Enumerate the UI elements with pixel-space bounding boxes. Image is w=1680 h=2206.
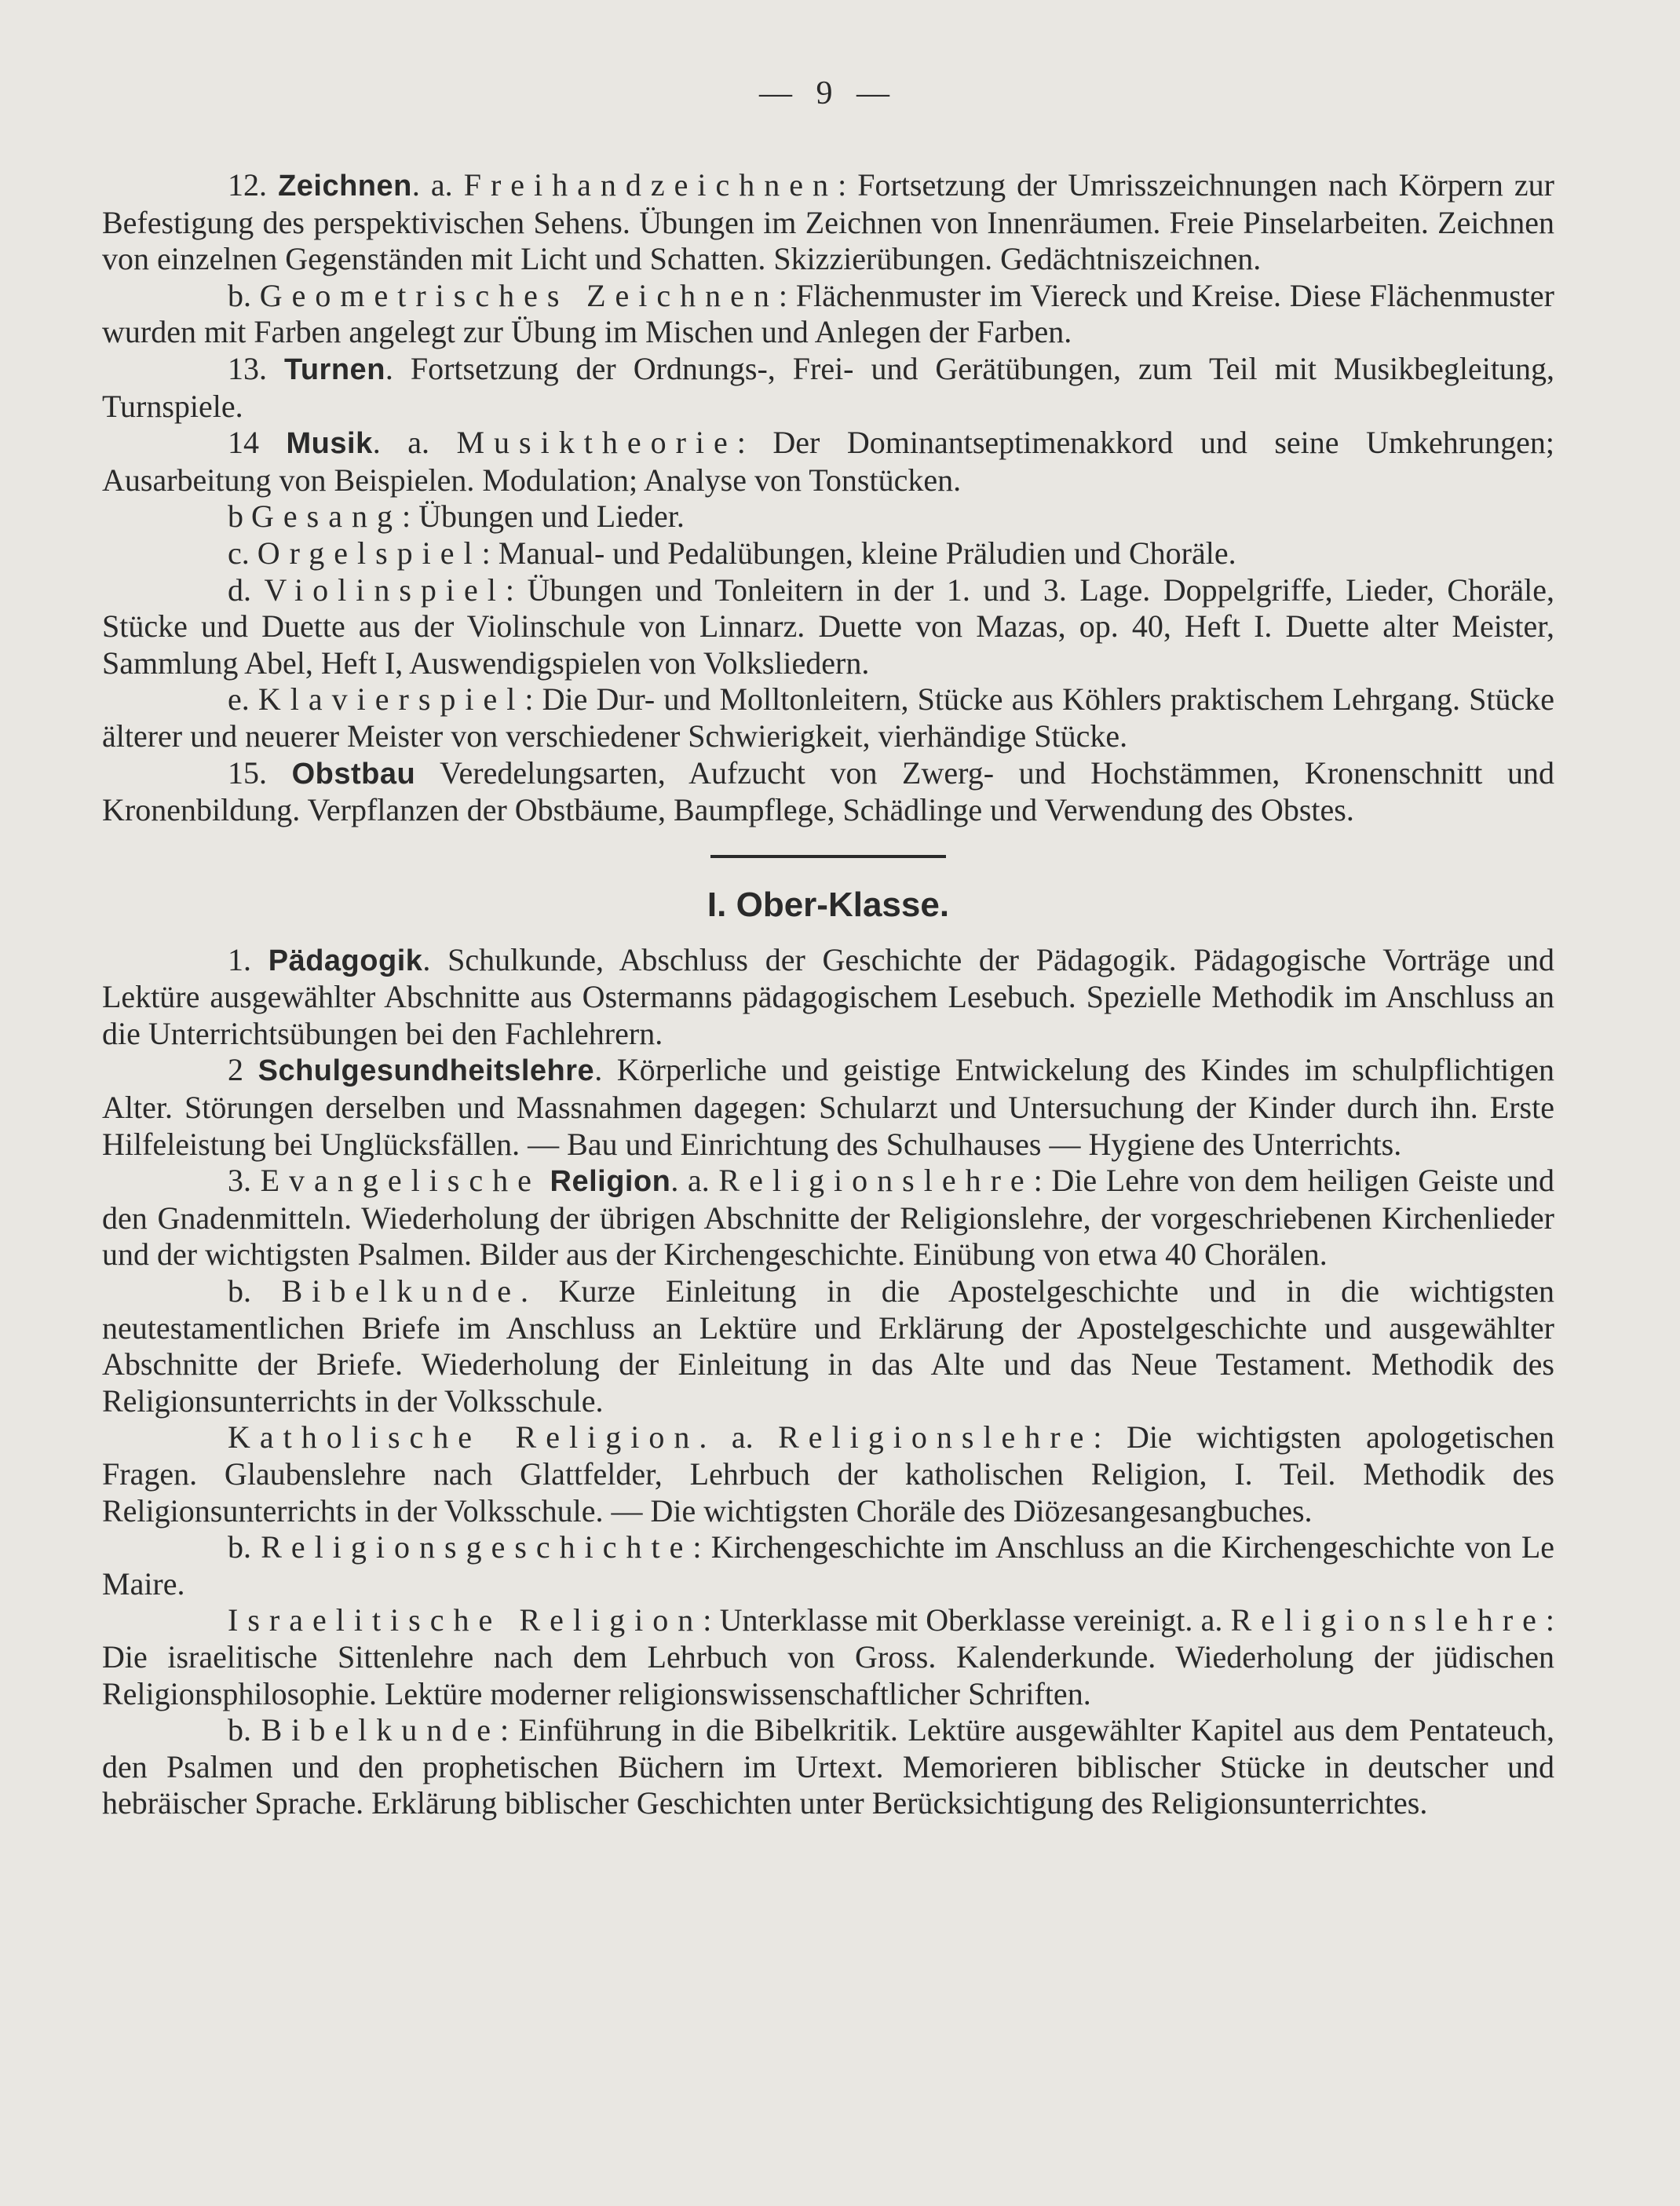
paragraph bbox=[102, 499, 1554, 535]
spaced-term: Bibelkunde bbox=[281, 1273, 521, 1309]
subject-heading: Obstbau bbox=[291, 757, 416, 791]
spaced-term: Klavierspiel bbox=[257, 681, 525, 718]
paragraph bbox=[102, 1529, 1554, 1602]
subject-heading: Turnen bbox=[283, 352, 385, 386]
spaced-term: Gesang bbox=[251, 499, 402, 535]
text-run: 2 bbox=[228, 1052, 258, 1088]
paragraph bbox=[102, 681, 1554, 754]
text-run: . Fortsetzung der Ordnungs-, Frei- und Gerätübungen, zum Teil mit Musikbegleitung, Turnspiele. bbox=[102, 350, 1554, 424]
text-run: : Die Lehre von dem heiligen Geiste und den Gnadenmitteln. Wiederholung der übrigen Abschnitte der Religionslehre, der vorgeschriebenen Kirchenlieder und der wichtigsten Psalmen. Bilder aus der Kirchengeschichte. Einübung von etwa 40 Chorälen. bbox=[102, 1163, 1555, 1273]
paragraph bbox=[102, 351, 1554, 425]
text-run: 15. bbox=[228, 754, 292, 791]
text-run: : Übungen und Lieder. bbox=[401, 499, 685, 535]
section-divider bbox=[102, 849, 1554, 873]
paragraph bbox=[102, 1273, 1554, 1419]
text-run: . a. bbox=[670, 1163, 719, 1199]
spaced-term: Religionslehre bbox=[1230, 1602, 1546, 1638]
text-run: b bbox=[228, 499, 251, 535]
spaced-term: Religionslehre bbox=[718, 1163, 1034, 1199]
text-run: 14 bbox=[228, 425, 287, 461]
text-run: : Der Dominantseptimenakkord und seine Umkehrungen; Ausarbeitung von Beispielen. Modulation; Analyse von Tonstücken. bbox=[102, 425, 1554, 498]
paragraph bbox=[102, 167, 1554, 278]
text-run: : Die wichtigsten apologetischen Fragen. Glaubenslehre nach Glattfelder, Lehrbuch der katholischen Religion, I. Teil. Methodik des Religionsunterrichts in der Volksschule. — Die wichtigsten Choräle des Diözesangesangbuches. bbox=[102, 1419, 1555, 1528]
text-run: b. bbox=[228, 1529, 261, 1565]
subject-heading: Musik bbox=[286, 427, 373, 461]
text-run: . a. bbox=[372, 425, 457, 461]
text-run: b. bbox=[228, 277, 260, 313]
spaced-term: Israelitische Religion bbox=[228, 1602, 703, 1638]
text-run: 12. bbox=[228, 167, 279, 203]
text-run: . Kurze Einleitung in die Apostelgeschichte und in die wichtigsten neutestamentlichen Briefe im Anschluss an Lektüre und Erklärung der Apostelgeschichte und ausgewählter Abschnitte der Briefe. Wiederholung der Einleitung in das Alte und das Neue Testament. Methodik des Religionsunterrichts in der Volksschule. bbox=[102, 1273, 1555, 1419]
text-run: 3. bbox=[228, 1163, 261, 1199]
spaced-term: Religionsgeschichte bbox=[261, 1529, 693, 1565]
spaced-term: Orgelspiel bbox=[257, 535, 482, 571]
spaced-term: Katholische Religion bbox=[228, 1419, 699, 1455]
paragraph bbox=[102, 1052, 1554, 1163]
spaced-term: Religionslehre bbox=[778, 1419, 1094, 1455]
spaced-term: Bibelkunde bbox=[261, 1712, 500, 1748]
subject-heading: Zeichnen bbox=[278, 170, 412, 203]
paragraph bbox=[102, 1163, 1554, 1273]
text-run: e. bbox=[228, 681, 258, 718]
text-run: . Körperliche und geistige Entwickelung des Kindes im schulpflichtigen Alter. Störungen derselben und Massnahmen dagegen: Schularzt und Untersuchung der Kinder durch ihn. Erste Hilfeleistung bei Unglücksfällen. — Bau und Einrichtung des Schulhauses — Hygiene des Unterrichts. bbox=[102, 1052, 1555, 1162]
text-run: c. bbox=[228, 535, 257, 571]
spaced-term: Freihandzeichnen bbox=[463, 167, 838, 203]
subject-heading: Religion bbox=[550, 1165, 671, 1199]
section-title: I. Ober-Klasse. bbox=[707, 885, 950, 924]
section-upper-paragraphs bbox=[102, 942, 1554, 1822]
text-run: . a. bbox=[411, 167, 464, 203]
text-run: : Die israelitische Sittenlehre nach dem Lehrbuch von Gross. Kalenderkunde. Wiederholung der jüdischen Religionsphilosophie. Lektüre moderner religionswissenschaftlicher Schriften. bbox=[102, 1602, 1555, 1711]
text-run: . Schulkunde, Abschluss der Geschichte der Pädagogik. Pädagogische Vorträge und Lektüre ausgewählter Abschnitte aus Ostermanns pädagogischem Lesebuch. Spezielle Methodik im Anschluss an die Unterrichtsübungen bei den Fachlehrern. bbox=[102, 941, 1554, 1051]
text-run: : Manual- und Pedalübungen, kleine Präludien und Choräle. bbox=[481, 535, 1236, 571]
text-run: b. bbox=[228, 1712, 261, 1748]
text-run: : Kirchengeschichte im Anschluss an die Kirchengeschichte von Le Maire. bbox=[102, 1529, 1555, 1602]
paragraph bbox=[102, 942, 1554, 1053]
text-run: 13. bbox=[228, 350, 284, 386]
text-run: : Einführung in die Bibelkritik. Lektüre ausgewählter Kapitel aus dem Pentateuch, den Psalmen und den prophetischen Büchern im Urtext. Memorieren biblischer Stücke in deutscher und hebräischer Sprache. Erklärung biblischer Geschichten unter Berücksichtigung des Religionsunterrichtes. bbox=[102, 1712, 1554, 1821]
text-run: Veredelungsarten, Aufzucht von Zwerg- und Hochstämmen, Kronenschnitt und Kronenbildung. Verpflanzen der Obstbäume, Baumpflege, Schädlinge und Verwendung des Obstes. bbox=[102, 754, 1554, 828]
spaced-term: Evangelische bbox=[260, 1163, 541, 1199]
text-run: : Unterklasse mit Oberklasse vereinigt. a. bbox=[703, 1602, 1231, 1638]
subject-heading: Pädagogik bbox=[268, 944, 423, 977]
section-lower-paragraphs bbox=[102, 167, 1554, 829]
text-run: 1. bbox=[228, 941, 268, 977]
paragraph bbox=[102, 1602, 1554, 1712]
text-run: : Die Dur- und Molltonleitern, Stücke aus Köhlers praktischem Lehrgang. Stücke älterer und neuerer Meister von verschiedener Schwierigkeit, vierhändige Stücke. bbox=[102, 681, 1555, 754]
text-run: . a. bbox=[699, 1419, 779, 1455]
text-run bbox=[541, 1163, 550, 1198]
subject-heading: Schulgesundheitslehre bbox=[257, 1054, 595, 1088]
paragraph bbox=[102, 278, 1554, 351]
paragraph bbox=[102, 425, 1554, 499]
text-run: : Flächenmuster im Viereck und Kreise. Diese Flächenmuster wurden mit Farben angelegt zur Übung im Mischen und Anlegen der Farben. bbox=[102, 277, 1554, 350]
spaced-term: Violinspiel bbox=[264, 572, 506, 608]
paragraph bbox=[102, 572, 1554, 682]
text-run: b. bbox=[228, 1273, 282, 1309]
page-number: — 9 — bbox=[759, 75, 897, 111]
paragraph bbox=[102, 1712, 1554, 1822]
paragraph bbox=[102, 535, 1554, 572]
paragraph bbox=[102, 1419, 1554, 1529]
spaced-term: Geometrisches Zeichnen bbox=[259, 277, 779, 313]
text-run: : Übungen und Tonleitern in der 1. und 3. Lage. Doppelgriffe, Lieder, Choräle, Stücke und Duette aus der Violinschule von Linnarz. Duette von Mazas, op. 40, Heft I. Duette alter Meister, Sammlung Abel, Heft I, Auswendigspielen von Volksliedern. bbox=[102, 572, 1554, 681]
paragraph bbox=[102, 755, 1554, 829]
spaced-term: Musiktheorie bbox=[456, 425, 737, 461]
text-run: : Fortsetzung der Umrisszeichnungen nach Körpern zur Befestigung des perspektivischen Sehens. Übungen im Zeichnen von Innenräumen. Freie Pinselarbeiten. Zeichnen von einzelnen Gegenständen mit Licht und Schatten. Skizzierübungen. Gedächtniszeichnen. bbox=[102, 167, 1554, 277]
text-run: d. bbox=[228, 572, 265, 608]
